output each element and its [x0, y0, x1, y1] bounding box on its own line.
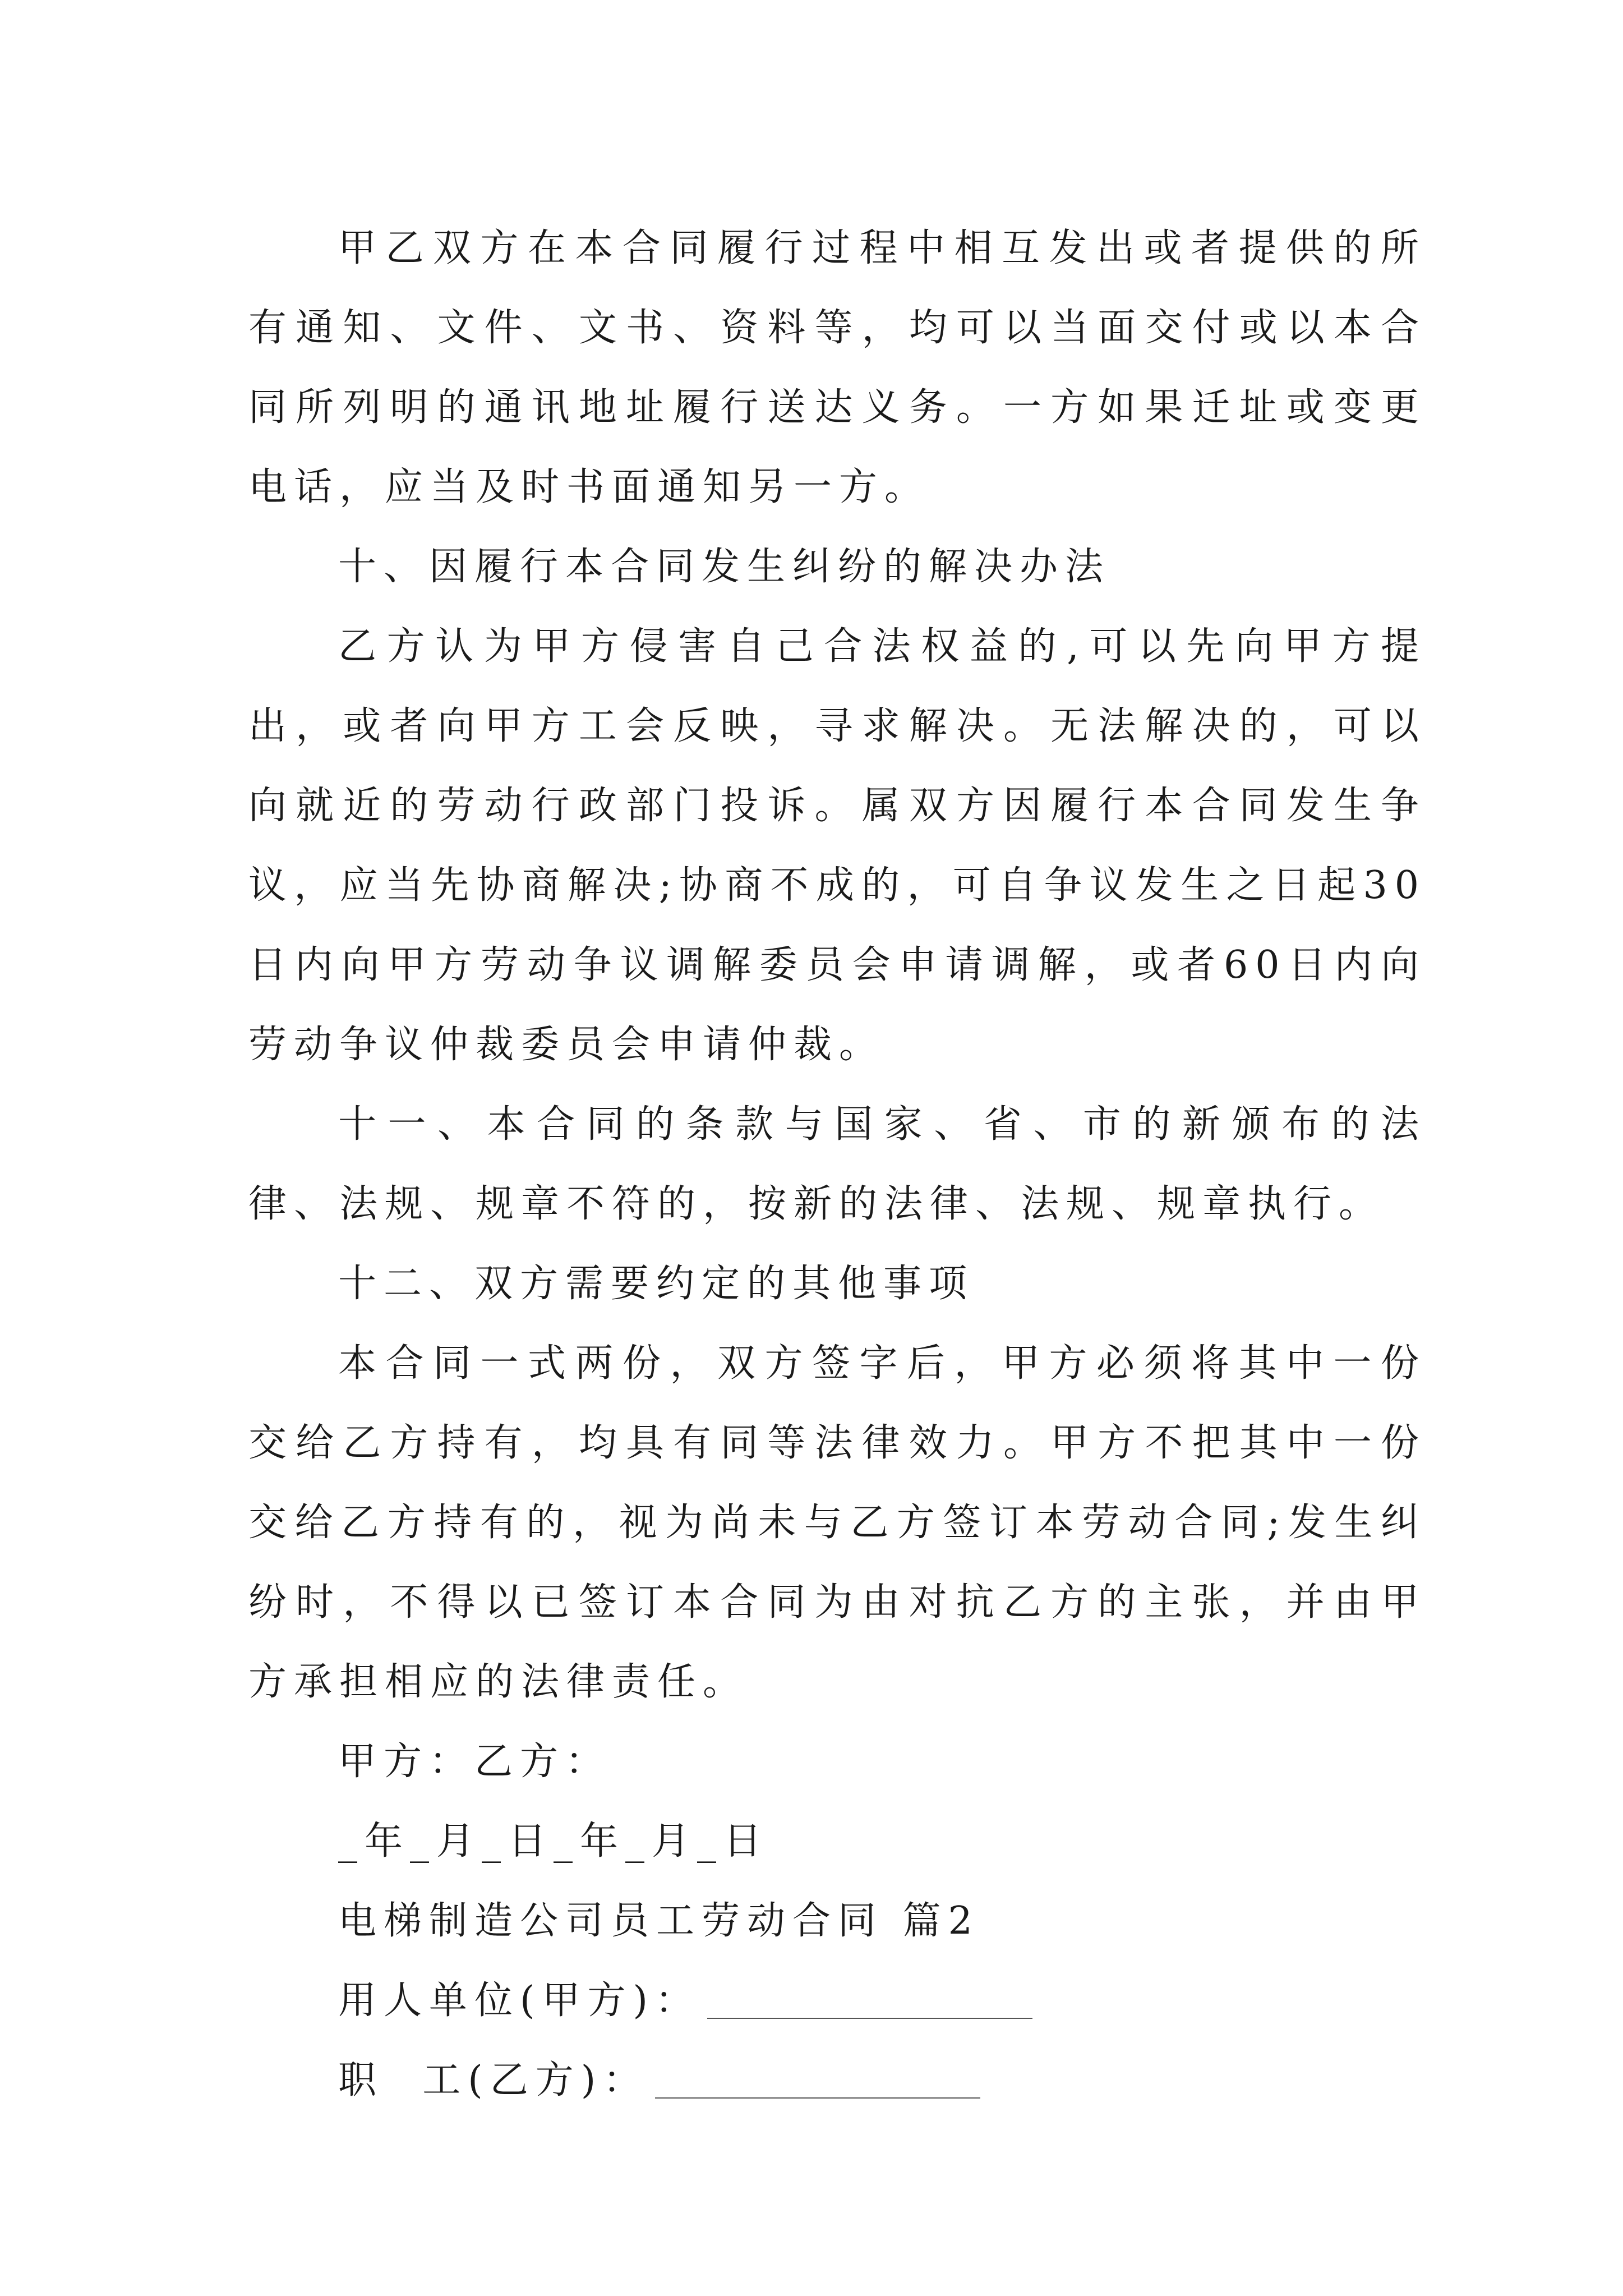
heading-dispute-resolution: 十、因履行本合同发生纠纷的解决办法 — [338, 545, 1111, 589]
employer-label: 用人单位(甲方)： — [338, 1978, 701, 2023]
employee-blank-line — [655, 2097, 980, 2099]
paragraph-notice-delivery: 甲乙双方在本合同履行过程中相互发出或者提供的所有通知、文件、文书、资料等，均可以当面交付或以本合同所列明的通讯地址履行送达义务。一方如果迁址或变更电话，应当及时书面通知另一方。 — [248, 226, 1426, 509]
signature-line: 甲方：乙方： — [338, 1740, 611, 1784]
employee-field — [248, 2041, 1426, 2120]
heading-other-matters: 十二、双方需要约定的其他事项 — [338, 1262, 975, 1306]
employee-label: 职 工(乙方)： — [338, 2058, 649, 2102]
employer-blank-line — [707, 2018, 1032, 2019]
paragraph-copies: 本合同一式两份，双方签字后，甲方必须将其中一份交给乙方持有，均具有同等法律效力。甲方不把其中一份交给乙方持有的，视为尚未与乙方签订本劳动合同;发生纠纷时，不得以已签订本合同为由对抗乙方的主张，并由甲方承担相应的法律责任。 — [248, 1341, 1426, 1704]
employer-field — [248, 1961, 1426, 2041]
date-line: _年_月_日_年_月_日 — [338, 1819, 769, 1864]
paragraph-clause-conflict: 十一、本合同的条款与国家、省、市的新颁布的法律、法规、规章不符的，按新的法律、法规、规章执行。 — [248, 1102, 1426, 1226]
next-contract-title: 电梯制造公司员工劳动合同 篇2 — [338, 1899, 980, 1943]
paragraph-dispute-resolution: 乙方认为甲方侵害自己合法权益的,可以先向甲方提出，或者向甲方工会反映，寻求解决。无法解决的，可以向就近的劳动行政部门投诉。属双方因履行本合同发生争议，应当先协商解决;协商不成的，可自争议发生之日起30日内向甲方劳动争议调解委员会申请调解，或者60日内向劳动争议仲裁委员会申请仲裁。 — [248, 624, 1426, 1067]
document-body — [248, 209, 1426, 2120]
